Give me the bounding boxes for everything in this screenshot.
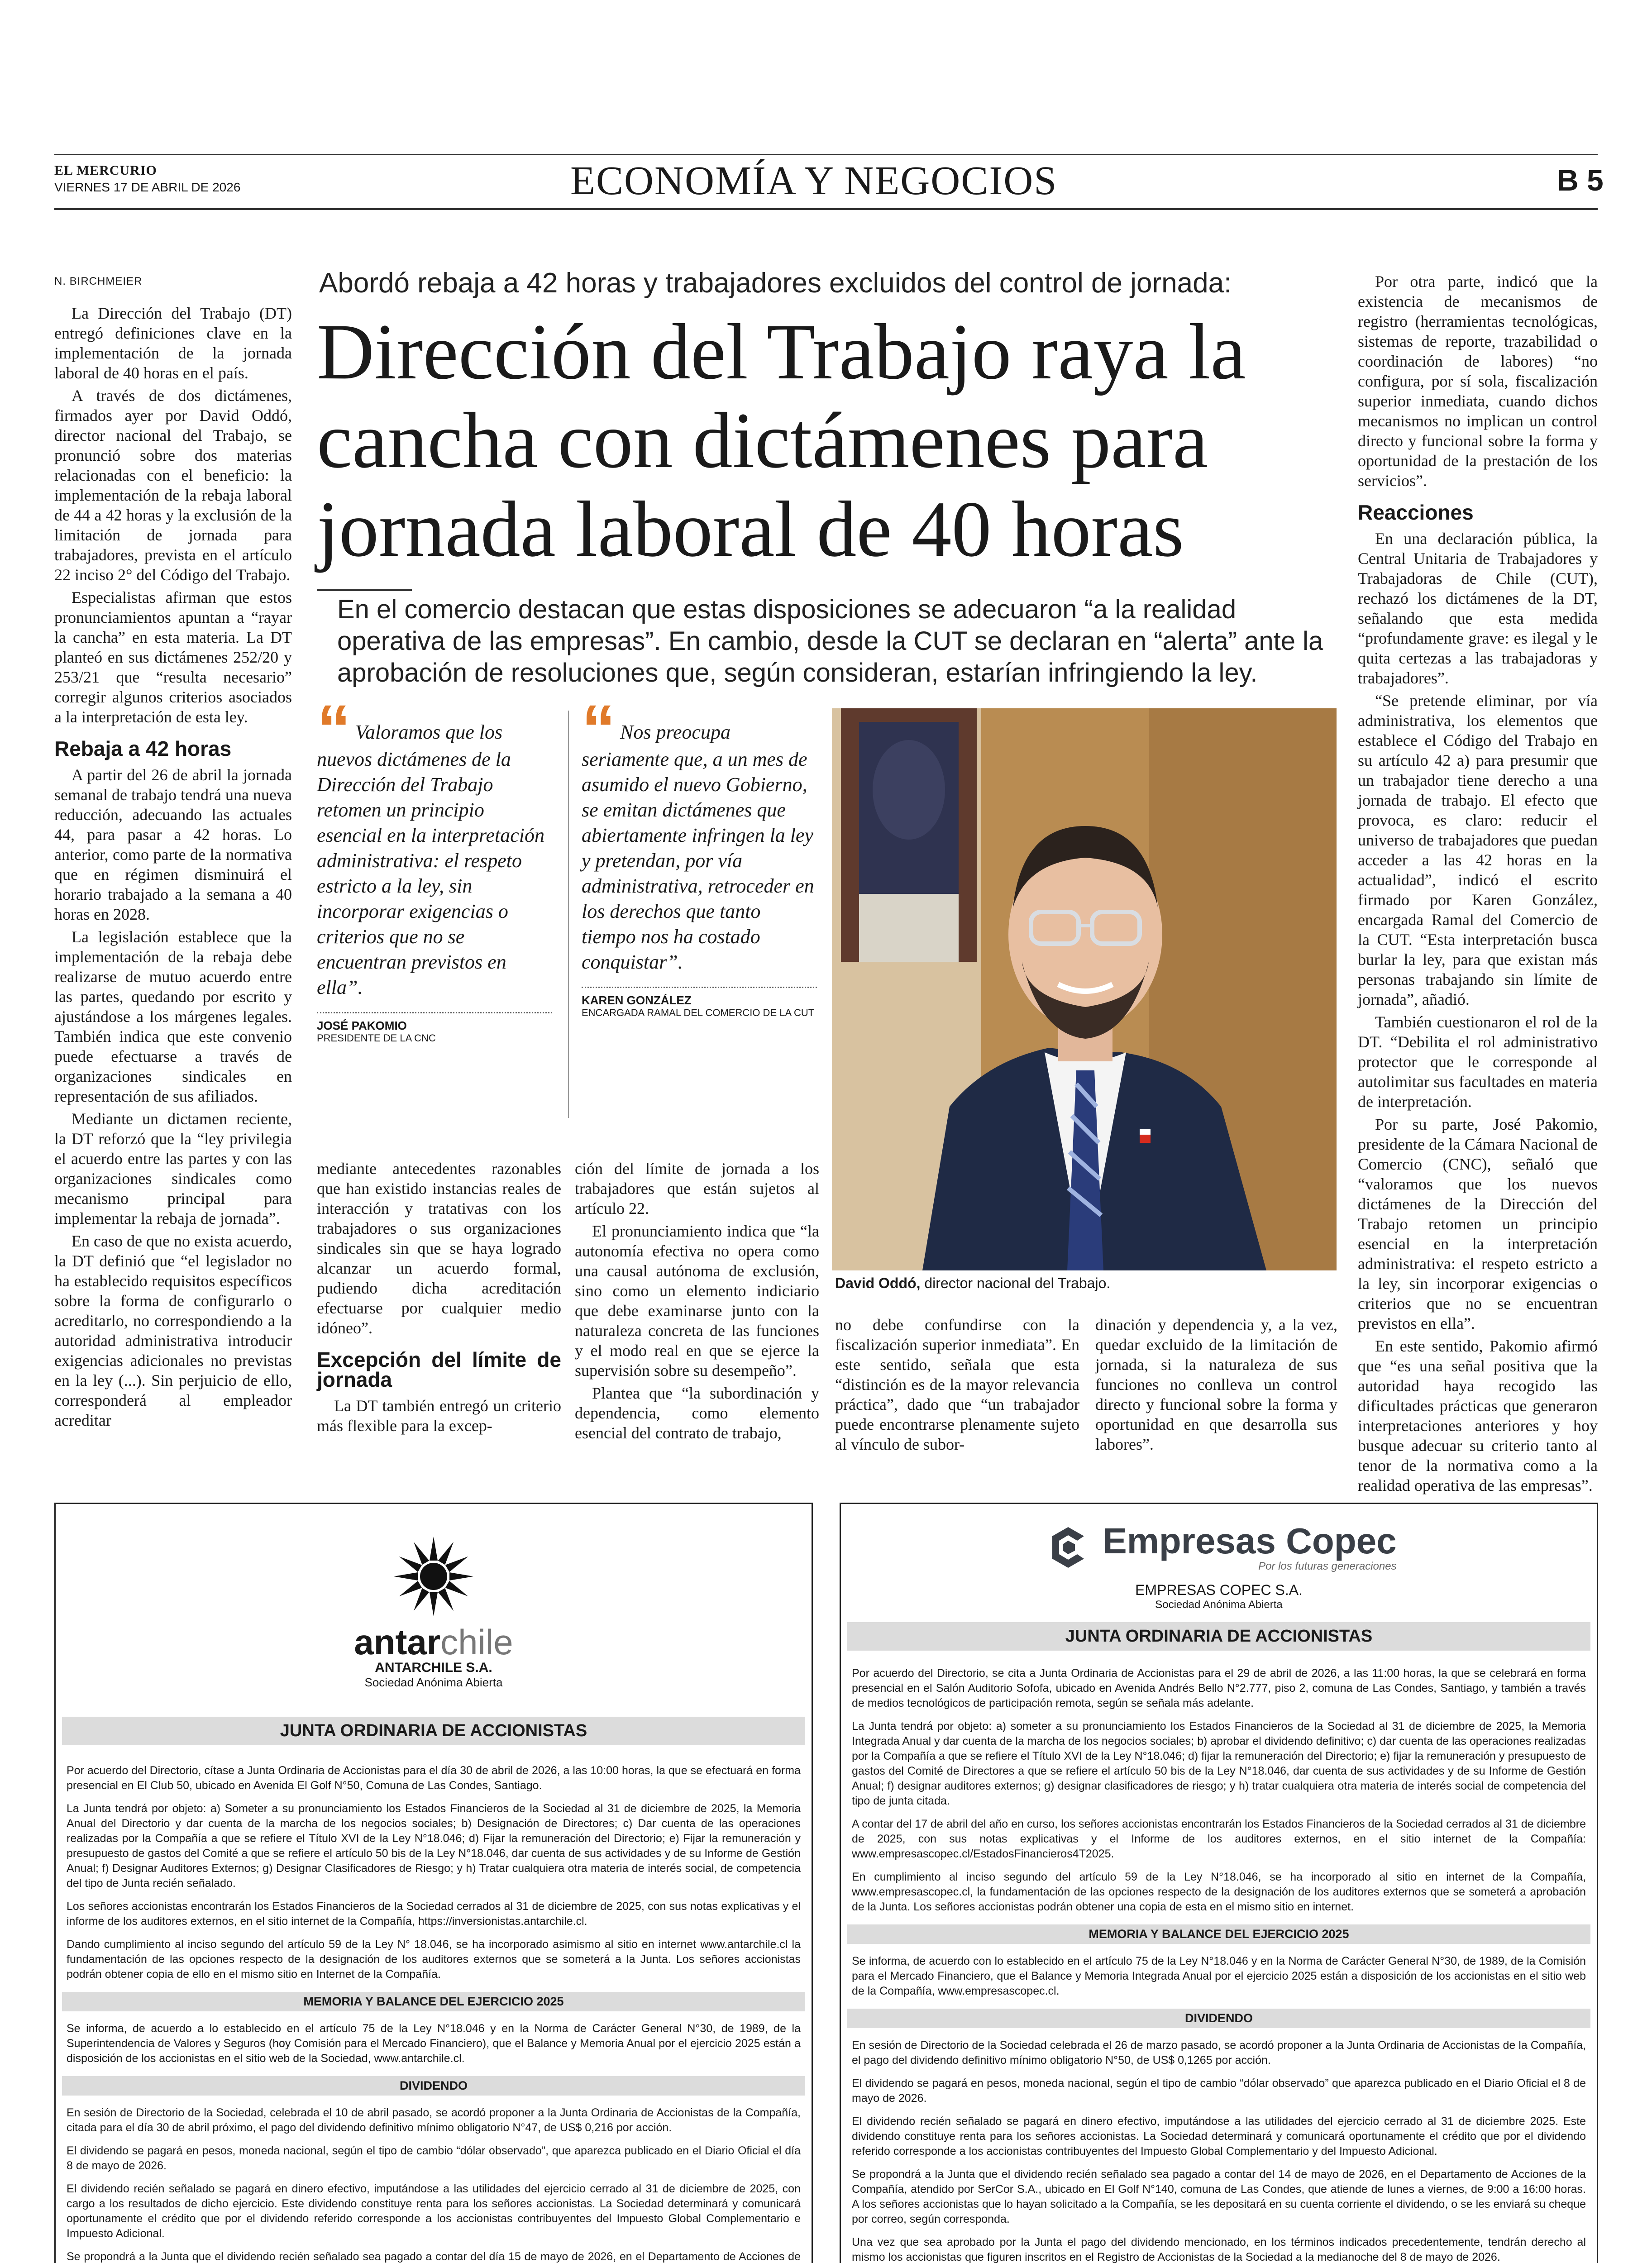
notice-body <box>67 2021 801 2066</box>
dek-rule <box>317 589 412 591</box>
quote-divider <box>568 711 569 1118</box>
quote-author: KAREN GONZÁLEZ <box>582 993 692 1007</box>
antarchile-logo <box>56 1536 812 1690</box>
paragraph: Por su parte, José Pakomio, presidente de la Cámara Nacional de Comercio (CNC), señaló que “valoramos que los nuevos dictámenes de la Dirección del Trabajo retomen un principio esencial en la interpretación administrativa: el respeto estricto a la ley, sin incorporar exigencias o criterios que no se encuentran previstos en ella”. <box>1358 1115 1598 1332</box>
company-type: Sociedad Anónima Abierta <box>364 1676 503 1689</box>
notice-body <box>852 2038 1586 2263</box>
notice-title: JUNTA ORDINARIA DE ACCIONISTAS <box>847 1622 1590 1651</box>
paragraph: El pronunciamiento indica que “la autonomía efectiva no opera como una causal autónoma de exclusión, sino como un elemento indiciario que debe examinarse junto con la naturaleza concreta de las funciones y el modo real en que se ejerce la supervisión sobre su desempeño”. <box>575 1222 819 1380</box>
quote-separator <box>582 987 817 988</box>
quote-text: Nos preocupa seriamente que, a un mes de asumido el nuevo Gobierno, se emitan dictámenes que abiertamente infringen la ley y pretendan, por vía administrativa, retroceder en los derechos que tanto tiempo nos ha costado conquistar”. <box>582 721 814 973</box>
notice-paragraph: En cumplimiento al inciso segundo del artículo 59 de la Ley N°18.046, se ha incorporado al sitio en internet de la Compañía, www.empresascopec.cl, la fundamentación de las opciones respecto de la designación de los auditores externos que se someterá a aprobación de la Junta. Los señores accionistas podrán obtener una copia de esta en el mismo sitio en internet. <box>852 1871 1586 1913</box>
notice-paragraph: En sesión de Directorio de la Sociedad celebrada el 26 de marzo pasado, se acordó proponer a la Junta Ordinaria de Accionistas de la Compañía, el pago del dividendo definitivo mínimo obligatorio N°50, de US$ 0,1265 por acción. <box>852 2039 1586 2067</box>
portrait-photo-illustration <box>832 708 1337 1270</box>
paragraph: no debe confundirse con la fiscalización superior inmediata”. En este sentido, señala que esta “distinción es de la mayor relevancia práctica”, dado que “un trabajador puede encontrarse plenamente sujeto al vínculo de subor- <box>835 1316 1079 1453</box>
paragraph: A partir del 26 de abril la jornada semanal de trabajo tendrá una nueva reducción, adecuando las actuales 44, para pasar a 42 horas. Lo anterior, como parte de la normativa que en régimen disminuirá el horario trabajado a la semana a 40 horas en 2028. <box>54 766 292 923</box>
pull-quote-1 <box>317 691 552 1044</box>
paragraph: “Se pretende eliminar, por vía administrativa, los elementos que establece el Código del Trabajo en su artículo 42 a) para presumir que un trabajador tiene derecho a una jornada de trabajo. El efecto que provoca, es claro: reducir el universo de trabajadores que puedan acceder a las 42 horas en la actualidad”, indicó el escrito firmado por Karen González, encargada Ramal del Comercio de la CUT. “Esta interpretación busca burlar la ley, para que existan más personas trabajando sin límite de jornada”, añadió. <box>1358 692 1598 1008</box>
quote-text: Valoramos que los nuevos dictámenes de la Dirección del Trabajo retomen un principio esencial en la interpretación administrativa: el respeto estricto a la ley, sin incorporar exigencias o criterios que no se encuentran previstos en ella”. <box>317 721 545 998</box>
notice-paragraph: Una vez que sea aprobado por la Junta el pago del dividendo mencionado, en los términos indicados precedentemente, tendrán derecho al mismo los accionistas que figuren inscritos en el Registro de Accionistas de la Sociedad a la medianoche del 8 de mayo de 2026. <box>852 2236 1586 2263</box>
copec-logo <box>841 1522 1597 1611</box>
paragraph: En una declaración pública, la Central Unitaria de Trabajadores y Trabajadoras de Chile (CUT), rechazó los dictámenes de la DT, señalando que esta medida “profundamente grave: es ilegal y le quita certezas a las trabajadoras y trabajadores”. <box>1358 530 1598 687</box>
brand-name: antarchile <box>354 1622 513 1662</box>
notice-paragraph: La Junta tendrá por objeto: a) Someter a su pronunciamiento los Estados Financieros de la Sociedad al 31 de diciembre de 2025, la Memoria Anual del Directorio y dar cuenta de la marcha de los negocios sociales; b) Designación de Directores; c) Dar cuenta de las operaciones realizadas por la Compañía a que se refiere el Título XVI de la Ley N°18.046; d) Fijar la remuneración del Directorio; e) Fijar la remuneración y presupuesto de gastos del Comité a que se refiere el artículo 50 bis de la Ley N°18.046, dar cuenta de sus actividades y de su Informe de Gestión Anual; f) Designar Auditores Externos; g) Designar Clasificadores de Riesgo; y h) Tratar cualquiera otra materia de interés social, de competencia del tipo de Junta recién señalado. <box>67 1802 801 1890</box>
sunburst-icon <box>393 1536 474 1617</box>
paragraph: La DT también entregó un criterio más flexible para la excep- <box>317 1397 561 1435</box>
portrait-photo <box>832 708 1337 1270</box>
paragraph: mediante antecedentes razonables que han existido instancias reales de interacción y tratativas con los trabajadores o sus organizaciones sindicales sin que se haya logrado alcanzar un acuerdo formal, pudiendo dicha acreditación efectuarse por cualquier medio idóneo”. <box>317 1160 561 1337</box>
paragraph: En caso de que no exista acuerdo, la DT definió que “el legislador no ha establecido requisitos específicos sobre la forma de configurarlo o acreditarlo, no correspondiendo a la autoridad administrativa introducir exigencias adicionales no previstas en la ley (...). Sin perjuicio de ello, corresponderá al empleador acreditar <box>54 1232 292 1429</box>
byline: N. BIRCHMEIER <box>54 275 143 287</box>
notice-title: JUNTA ORDINARIA DE ACCIONISTAS <box>62 1717 805 1745</box>
quote-mark-icon: “ <box>317 691 351 767</box>
paragraph: La Dirección del Trabajo (DT) entregó definiciones clave en la implementación de la jornada laboral de 40 horas en el país. <box>54 304 292 382</box>
paragraph: La legislación establece que la implementación de la rebaja debe realizarse de mutuo acuerdo entre las partes, quedando por escrito y ajustándose a los márgenes legales. También indica que este convenio puede efectuarse a través de organizaciones sindicales en representación de sus afiliados. <box>54 928 292 1105</box>
paragraph: Por otra parte, indicó que la existencia de mecanismos de registro (herramientas tecnológicas, sistemas de reporte, trazabilidad o coordinación de labores) “no configura, por sí sola, fiscalización superior inmediata, cuando dichos mecanismos no implican un control directo y funcional sobre la forma y oportunidad de la prestación de los servicios”. <box>1358 272 1598 490</box>
subheading: Rebaja a 42 horas <box>54 737 232 760</box>
quote-role: PRESIDENTE DE LA CNC <box>317 1032 436 1044</box>
ad-antarchile <box>54 1503 813 2263</box>
notice-body <box>852 1954 1586 1999</box>
subheading: Reacciones <box>1358 501 1474 524</box>
notice-paragraph: Por acuerdo del Directorio, se cita a Junta Ordinaria de Accionistas para el 29 de abril de 2026, a las 11:00 horas, la que se celebrará en forma presencial en el Salón Auditorio Sofofa, ubicado en Avenida Andrés Bello N°2.777, piso 2, comuna de Las Condes, Santiago, y también a través de medios tecnológicos de participación remota, según se señala más adelante. <box>852 1667 1586 1709</box>
pull-quote-2 <box>582 691 817 1019</box>
paragraph: dinación y dependencia y, a la vez, quedar excluido de la limitación de jornada, si la naturaleza de sus funciones no conlleva un control directo y funcional sobre la forma y oportunidad en que desarrolla sus labores”. <box>1095 1316 1337 1453</box>
headline: Dirección del Trabajo raya la cancha con dictámenes para jornada laboral de 40 horas <box>317 308 1246 573</box>
section-heading: DIVIDENDO <box>847 2009 1590 2028</box>
notice-paragraph: Por acuerdo del Directorio, cítase a Junta Ordinaria de Accionistas para el día 30 de abril de 2026, a las 10:00 horas, la que se efectuará en forma presencial en El Club 50, ubicado en Avenida El Golf N°50, Comuna de Las Condes, Santiago. <box>67 1764 801 1792</box>
right-column <box>1358 272 1598 1498</box>
paragraph: En este sentido, Pakomio afirmó que “es una señal positiva que la autoridad haya recogido las dificultades prácticas que generaron interpretaciones anteriores y hoy busque adecuar su criterio tanto al tenor de la normativa como a la realidad operativa de las empresas”. <box>1358 1337 1598 1494</box>
notice-paragraph: El dividendo se pagará en pesos, moneda nacional, según el tipo de cambio “dólar observado” que aparezca publicado en el Diario Oficial el 8 de mayo de 2026. <box>852 2077 1586 2105</box>
left-column <box>54 272 292 1433</box>
notice-body <box>67 2105 801 2263</box>
quote-role: ENCARGADA RAMAL DEL COMERCIO DE LA CUT <box>582 1007 815 1018</box>
notice-body <box>67 1763 801 1982</box>
quote-mark-icon: “ <box>582 691 616 767</box>
notice-paragraph: El dividendo se pagará en pesos, moneda nacional, según el tipo de cambio “dólar observado”, que aparezca publicado en el Diario Oficial el día 8 de mayo de 2026. <box>67 2144 801 2172</box>
notice-paragraph: Se informa, de acuerdo a lo establecido en el artículo 75 de la Ley N°18.046 y en la Norma de Carácter General N°30, de 1989, de la Superintendencia de Valores y Seguros (hoy Comisión para el Mercado Financiero), que el Balance y Memoria Anual por el ejercicio 2025 están a disposición de los accionistas en el sitio web de la Sociedad, www.antarchile.cl. <box>67 2022 801 2065</box>
notice-paragraph: Dando cumplimiento al inciso segundo del artículo 59 de la Ley N° 18.046, se ha incorporado asimismo al sitio en internet www.antarchile.cl la fundamentación de las opciones respecto de la designación de los auditores externos que se someterá a la Junta. Los señores accionistas podrán obtener copia de ello en el mismo sitio en Internet de la Compañía. <box>67 1938 801 1981</box>
quote-separator <box>317 1012 552 1013</box>
notice-paragraph: Se propondrá a la Junta que el dividendo recién señalado sea pagado a contar del 14 de mayo de 2026, en el Departamento de Acciones de la Compañía, atendido por SerCor S.A., ubicado en El Golf N°140, comuna de Las Condes, que atiende de lunes a viernes, de 9:00 a 16:00 horas. A los señores accionistas que lo hayan solicitado a la Compañía, se les depositará en su cuenta corriente el dividendo, o se les enviará su cheque por correo, según corresponda. <box>852 2168 1586 2225</box>
notice-paragraph: El dividendo recién señalado se pagará en dinero efectivo, imputándose a las utilidades del ejercicio cerrado al 31 de diciembre de 2025, con cargo a los resultados de dicho ejercicio. Este dividendo constituye renta para los señores accionistas. La Sociedad determinará y comunicará oportunamente el crédito que por el dividendo referido corresponde a los accionistas contribuyentes del Impuesto Global Complementario e Impuesto Adicional. <box>67 2182 801 2240</box>
kicker: Abordó rebaja a 42 horas y trabajadores excluidos del control de jornada: <box>319 267 1232 299</box>
notice-paragraph: A contar del 17 de abril del año en curso, los señores accionistas encontrarán los Estados Financieros de la Sociedad cerrados al 31 de diciembre de 2025, con sus notas explicativas y el Informe de los auditores externos, en el sitio internet de la Compañía: www.empresascopec.cl/EstadosFinancieros4T2025. <box>852 1818 1586 1860</box>
copec-mark-icon <box>1041 1523 1095 1572</box>
section-title: ECONOMÍA Y NEGOCIOS <box>570 158 1058 203</box>
company-type: Sociedad Anónima Abierta <box>1155 1599 1283 1611</box>
brand-name: Empresas Copec <box>1103 1521 1397 1561</box>
company-name: EMPRESAS COPEC S.A. <box>1135 1582 1303 1598</box>
paragraph: Especialistas afirman que estos pronunciamientos apuntan a “rayar la cancha” en esta materia. La DT planteó en sus dictámenes 252/20 y 253/21 que “resulta necesario” corregir algunos criterios asociados a la interpretación de esta ley. <box>54 588 292 726</box>
header-rule <box>54 208 1598 210</box>
paragraph: Mediante un dictamen reciente, la DT reforzó que la “ley privilegia el acuerdo entre las partes y con las organizaciones sindicales como mecanismo principal para implementar la rebaja de jornada”. <box>54 1110 292 1227</box>
top-rule <box>54 154 1598 155</box>
quote-author: JOSÉ PAKOMIO <box>317 1019 407 1032</box>
paragraph: Plantea que “la subordinación y dependencia, como elemento esencial del contrato de trabajo, <box>575 1384 819 1442</box>
photo-caption <box>835 1275 1110 1292</box>
dateline: VIERNES 17 DE ABRIL DE 2026 <box>54 180 241 194</box>
notice-paragraph: La Junta tendrá por objeto: a) someter a su pronunciamiento los Estados Financieros de la Sociedad al 31 de diciembre de 2025, la Memoria Integrada Anual y dar cuenta de la marcha de los negocios sociales; b) aprobar el dividendo definitivo; c) dar cuenta de las operaciones realizadas por la Compañía a que se refiere el Título XVI de la Ley N°18.046; d) fijar la remuneración del Directorio; e) fijar la remuneración y presupuesto de gastos del Comité de Directores a que se refiere el artículo 50 bis de la Ley N°18.046, dar cuenta de sus actividades y de su Informe de Gestión Anual; f) designar auditores externos; g) designar clasificadores de riesgo; y h) tratar cualquiera otra materia de interés social de competencia del tipo de junta citada. <box>852 1720 1586 1807</box>
caption-role: director nacional del Trabajo. <box>920 1275 1111 1291</box>
below-photo-column-1 <box>835 1315 1079 1457</box>
notice-paragraph: Se informa, de acuerdo con lo establecido en el artículo 75 de la Ley N°18.046 y en la Norma de Carácter General N°30, de 1989, de la Comisión para el Mercado Financiero, que el Balance y Memoria Integrada Anual por el ejercicio 2025 están a disposición de los accionistas en el sitio web de la Compañía, www.empresascopec.cl. <box>852 1955 1586 1997</box>
section-heading: MEMORIA Y BALANCE DEL EJERCICIO 2025 <box>62 1992 805 2011</box>
brand-tagline: Por los futuras generaciones <box>1258 1560 1397 1572</box>
notice-paragraph: En sesión de Directorio de la Sociedad, celebrada el 10 de abril pasado, se acordó proponer a la Junta Ordinaria de Accionistas de la Compañía, citada para el día 30 de abril próximo, el pago del dividendo definitivo mínimo obligatorio N°47, de US$ 0,216 por acción. <box>67 2106 801 2134</box>
page-number: B 5 <box>1557 163 1604 197</box>
caption-name: David Oddó, <box>835 1275 921 1291</box>
company-name: ANTARCHILE S.A. <box>375 1660 492 1675</box>
below-photo-column-2 <box>1095 1315 1337 1457</box>
section-heading: MEMORIA Y BALANCE DEL EJERCICIO 2025 <box>847 1924 1590 1944</box>
section-heading: DIVIDENDO <box>62 2076 805 2096</box>
notice-paragraph: Los señores accionistas encontrarán los Estados Financieros de la Sociedad cerrados al 31 de diciembre de 2025, con sus notas explicativas y el informe de los auditores externos, en el sitio internet de la Compañía, https://inversionistas.antarchile.cl. <box>67 1900 801 1928</box>
ad-empresas-copec <box>840 1503 1598 2263</box>
center-column-2 <box>575 1159 819 1446</box>
notice-body <box>852 1666 1586 1914</box>
center-column-1 <box>317 1159 561 1438</box>
paragraph: También cuestionaron el rol de la DT. “Debilita el rol administrativo protector que le corresponde al autolimitar sus facultades en materia de interpretación. <box>1358 1013 1598 1111</box>
notice-paragraph: El dividendo recién señalado se pagará en dinero efectivo, imputándose a las utilidades del ejercicio cerrado al 31 de diciembre 2025. Este dividendo constituye renta para los señores accionistas. La Sociedad determinará y comunicará oportunamente el crédito que por el dividendo referido corresponde a los accionistas contribuyentes del Impuesto Global Complementario y del Impuesto Adicional. <box>852 2115 1586 2158</box>
subheading: Excepción del límite de jornada <box>317 1348 561 1391</box>
paragraph: A través de dos dictámenes, firmados ayer por David Oddó, director nacional del Trabajo, se pronunció sobre dos materias relacionadas con el beneficio: la implementación de la rebaja laboral de 44 a 42 horas y la exclusión de la limitación de jornada para trabajadores, prevista en el artículo 22 inciso 2° del Código del Trabajo. <box>54 387 292 584</box>
notice-paragraph: Se propondrá a la Junta que el dividendo recién señalado sea pagado a contar del día 15 de mayo de 2026, en el Departamento de Acciones de <box>67 2250 801 2263</box>
paragraph: ción del límite de jornada a los trabajadores que están sujetos al artículo 22. <box>575 1160 819 1217</box>
masthead: EL MERCURIO <box>54 163 157 178</box>
dek: En el comercio destacan que estas disposiciones se adecuaron “a la realidad operativa de las empresas”. En cambio, desde la CUT se declaran en “alerta” ante la aprobación de resoluciones que, según consideran, estarían infringiendo la ley. <box>337 595 1323 687</box>
